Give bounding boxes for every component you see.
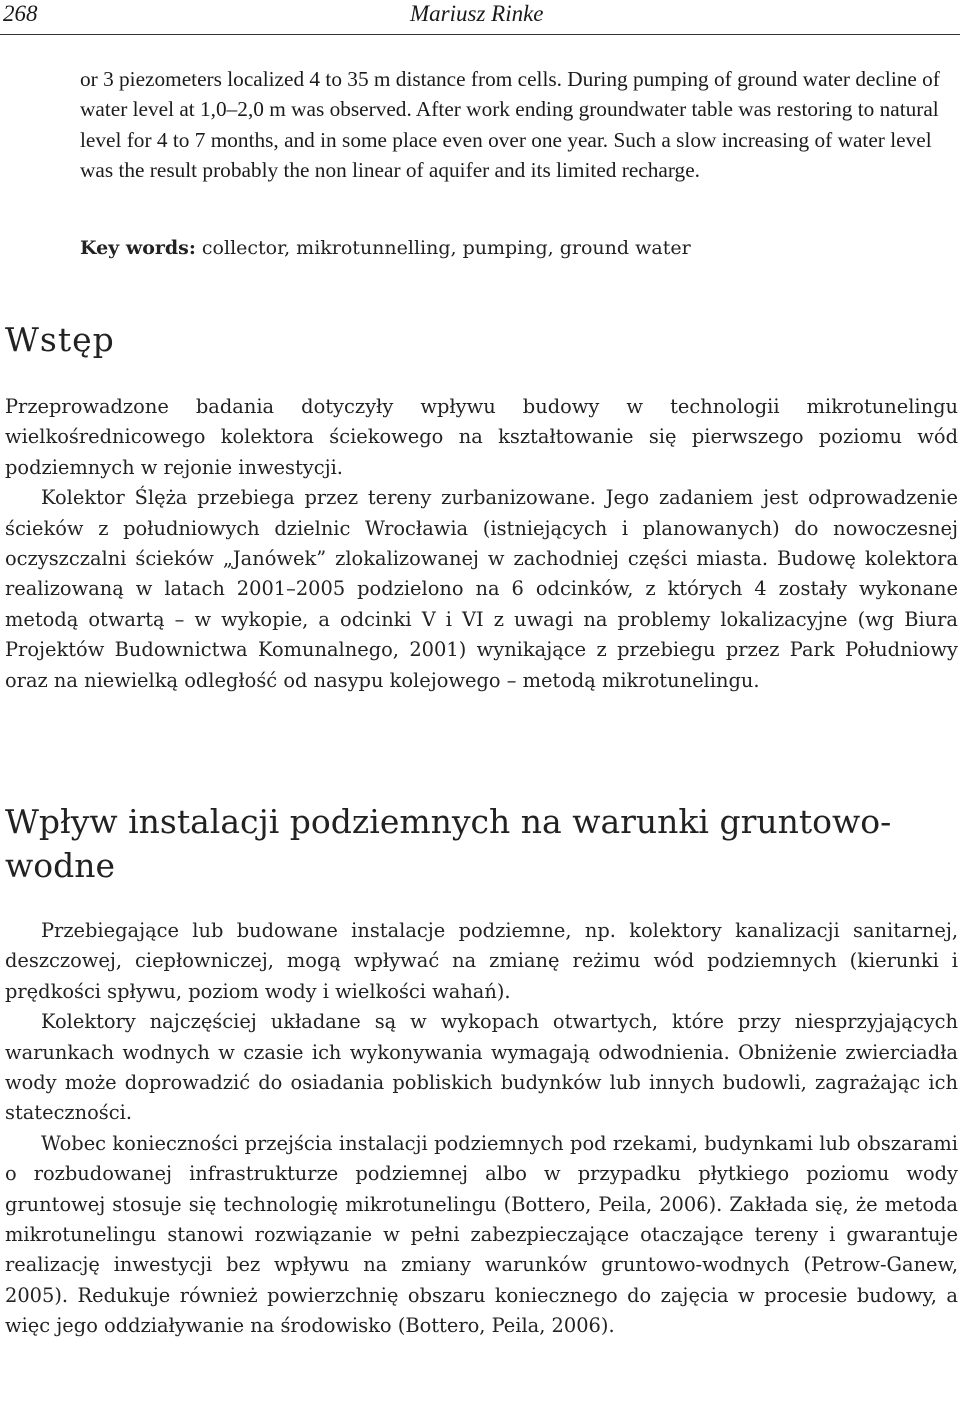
page-header — [0, 0, 960, 35]
running-head-author: Mariusz Rinke — [410, 1, 544, 26]
section-title-wplyw: Wpływ instalacji podziemnych na warunki gruntowo-wodne — [5, 802, 892, 885]
keywords-list: collector, mikrotunnelling, pumping, ground water — [195, 237, 691, 259]
abstract-text: or 3 piezometers localized 4 to 35 m distance from cells. During pumping of ground water decline of water level at 1,0–2,0 m was observed. After work ending groundwater table was restoring to natural level for 4 to 7 months, and in some place even over one year. Such a slow increasing of water level was the result probably the non linear of aquifer and its limited recharge. — [80, 67, 940, 183]
section-title-wstep: Wstęp — [5, 320, 115, 359]
paragraph: Przebiegające lub budowane instalacje podziemne, np. kolektory kanalizacji sanitarnej, deszczowej, ciepłowniczej, mogą wpływać na zmianę reżimu wód podziemnych (kierunki i prędkości spływu, poziom wody i wielkości wahań). — [5, 919, 958, 1003]
paragraph: Wobec konieczności przejścia instalacji podziemnych pod rzekami, budynkami lub obszarami o rozbudowanej infrastrukturze podziemnej albo w przypadku płytkiego poziomu wody gruntowej stosuje się technologię mikrotunelingu (Bottero, Peila, 2006). Zakłada się, że metoda mikrotunelingu stanowi rozwiązanie w pełni zabezpieczające otaczające tereny i gwarantuje realizację inwestycji bez wpływu na zmiany warunków gruntowo-wodnych (Petrow-Ganew, 2005). Redukuje również powierzchnię obszaru koniecznego do zajęcia w procesie budowy, a więc jego oddziaływanie na środowisko (Bottero, Peila, 2006). — [5, 1131, 958, 1338]
paragraph: Kolektory najczęściej układane są w wykopach otwartych, które przy niesprzyjających warunkach wodnych w czasie ich wykonywania wymagają odwodnienia. Obniżenie zwierciadła wody może doprowadzić do osiadania pobliskich budynków lub innych budowli, zagrażając ich stateczności. — [5, 1010, 958, 1125]
section-body-wplyw — [5, 916, 958, 1342]
keywords-label: Key words: — [80, 237, 196, 259]
paragraph: Kolektor Ślęża przebiega przez tereny zurbanizowane. Jego zadaniem jest odprowadzenie ścieków z południowych dzielnic Wrocławia (istniejących i planowanych) do nowoczesnej oczyszczalni ścieków „Janówek” zlokalizowanej w zachodniej części miasta. Budowę kolektora realizowaną w latach 2001–2005 podzielono na 6 odcinków, z których 4 zostały wykonane metodą otwartą – w wykopie, a odcinki V i VI z uwagi na problemy lokalizacyjne (wg Biura Projektów Budownictwa Komunalnego, 2001) wynikające z przebiegu przez Park Południowy oraz na niewielką odległość od nasypu kolejowego – metodą mikrotunelingu. — [5, 486, 958, 692]
section-body-wstep — [5, 392, 958, 696]
paragraph: Przeprowadzone badania dotyczyły wpływu budowy w technologii mikrotunelingu wielkośrednicowego kolektora ściekowego na kształtowanie się pierwszego poziomu wód podziemnych w rejonie inwestycji. — [5, 395, 958, 479]
page-number: 268 — [3, 1, 38, 26]
keywords-line — [80, 233, 958, 263]
